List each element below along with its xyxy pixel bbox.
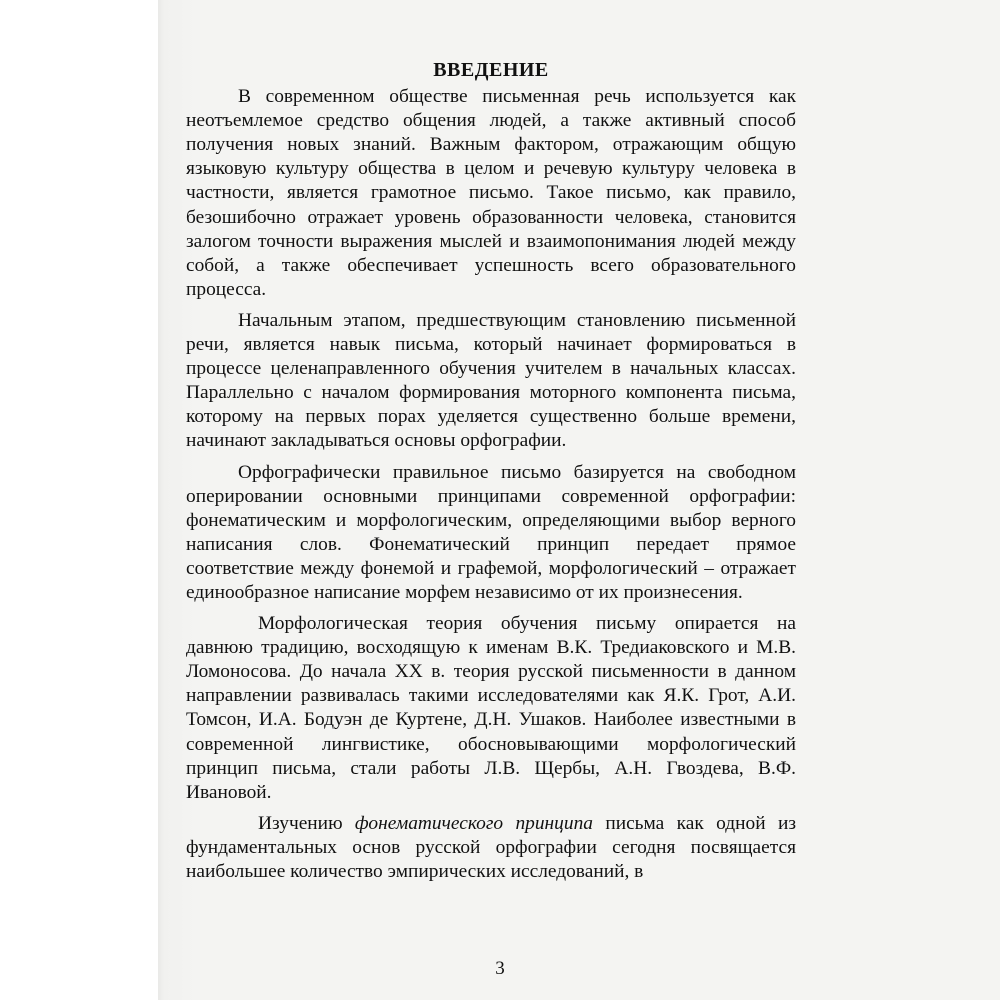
paragraph-4: Морфологическая теория обучения письму опирается на давнюю традицию, восходящую к именам В.К. Тредиаковского и М.В. Ломоносова. До начала XX в. теория русской письменности в данном направлении развивалась такими исследователями как Я.К. Грот, А.И. Томсон, И.А. Бодуэн де Куртене, Д.Н. Ушаков. Наиболее известными в современной лингвистике, обосновывающими морфологический принцип письма, стали работы Л.В. Щербы, А.Н. Гвоздева, В.Ф. Ивановой. bbox=[186, 613, 796, 803]
paragraph-5-end: письма как одной из фундаментальных основ русской орфографии сегодня посвящается наибольшее количество эмпирических исследований, в bbox=[186, 812, 796, 882]
page-number-value: 3 bbox=[495, 958, 505, 979]
paragraph-2: Начальным этапом, предшествующим становлению письменной речи, является навык письма, который начинает формироваться в процессе целенаправленного обучения учителем в начальных классах. Параллельно с началом формирования моторного компонента письма, которому на первых порах уделяется существенно больше времени, начинают закладываться основы орфографии. bbox=[186, 309, 796, 452]
paragraph-5-italic-term: фонематического принципа bbox=[354, 812, 593, 834]
document-body bbox=[186, 58, 796, 891]
page-number bbox=[0, 958, 1000, 980]
paragraph-5 bbox=[186, 812, 796, 884]
paragraph-5-start: Изучению bbox=[258, 812, 355, 834]
paragraph-3: Орфографически правильное письмо базируется на свободном оперировании основными принципами современной орфографии: фонематическим и морфологическим, определяющими выбор верного написания слов. Фонематический принцип передает прямое соответствие между фонемой и графемой, морфологический – отражает единообразное написание морфем независимо от их произнесения. bbox=[186, 461, 796, 603]
paragraph-1: В современном обществе письменная речь используется как неотъемлемое средство общения людей, а также активный способ получения новых знаний. Важным фактором, отражающим общую языковую культуру общества в целом и речевую культуру человека в частности, является грамотное письмо. Такое письмо, как правило, безошибочно отражает уровень образованности человека, становится залогом точности выражения мыслей и взаимопонимания людей между собой, а также обеспечивает успешность всего образовательного процесса. bbox=[186, 86, 796, 300]
section-heading: ВВЕДЕНИЕ bbox=[433, 59, 549, 81]
